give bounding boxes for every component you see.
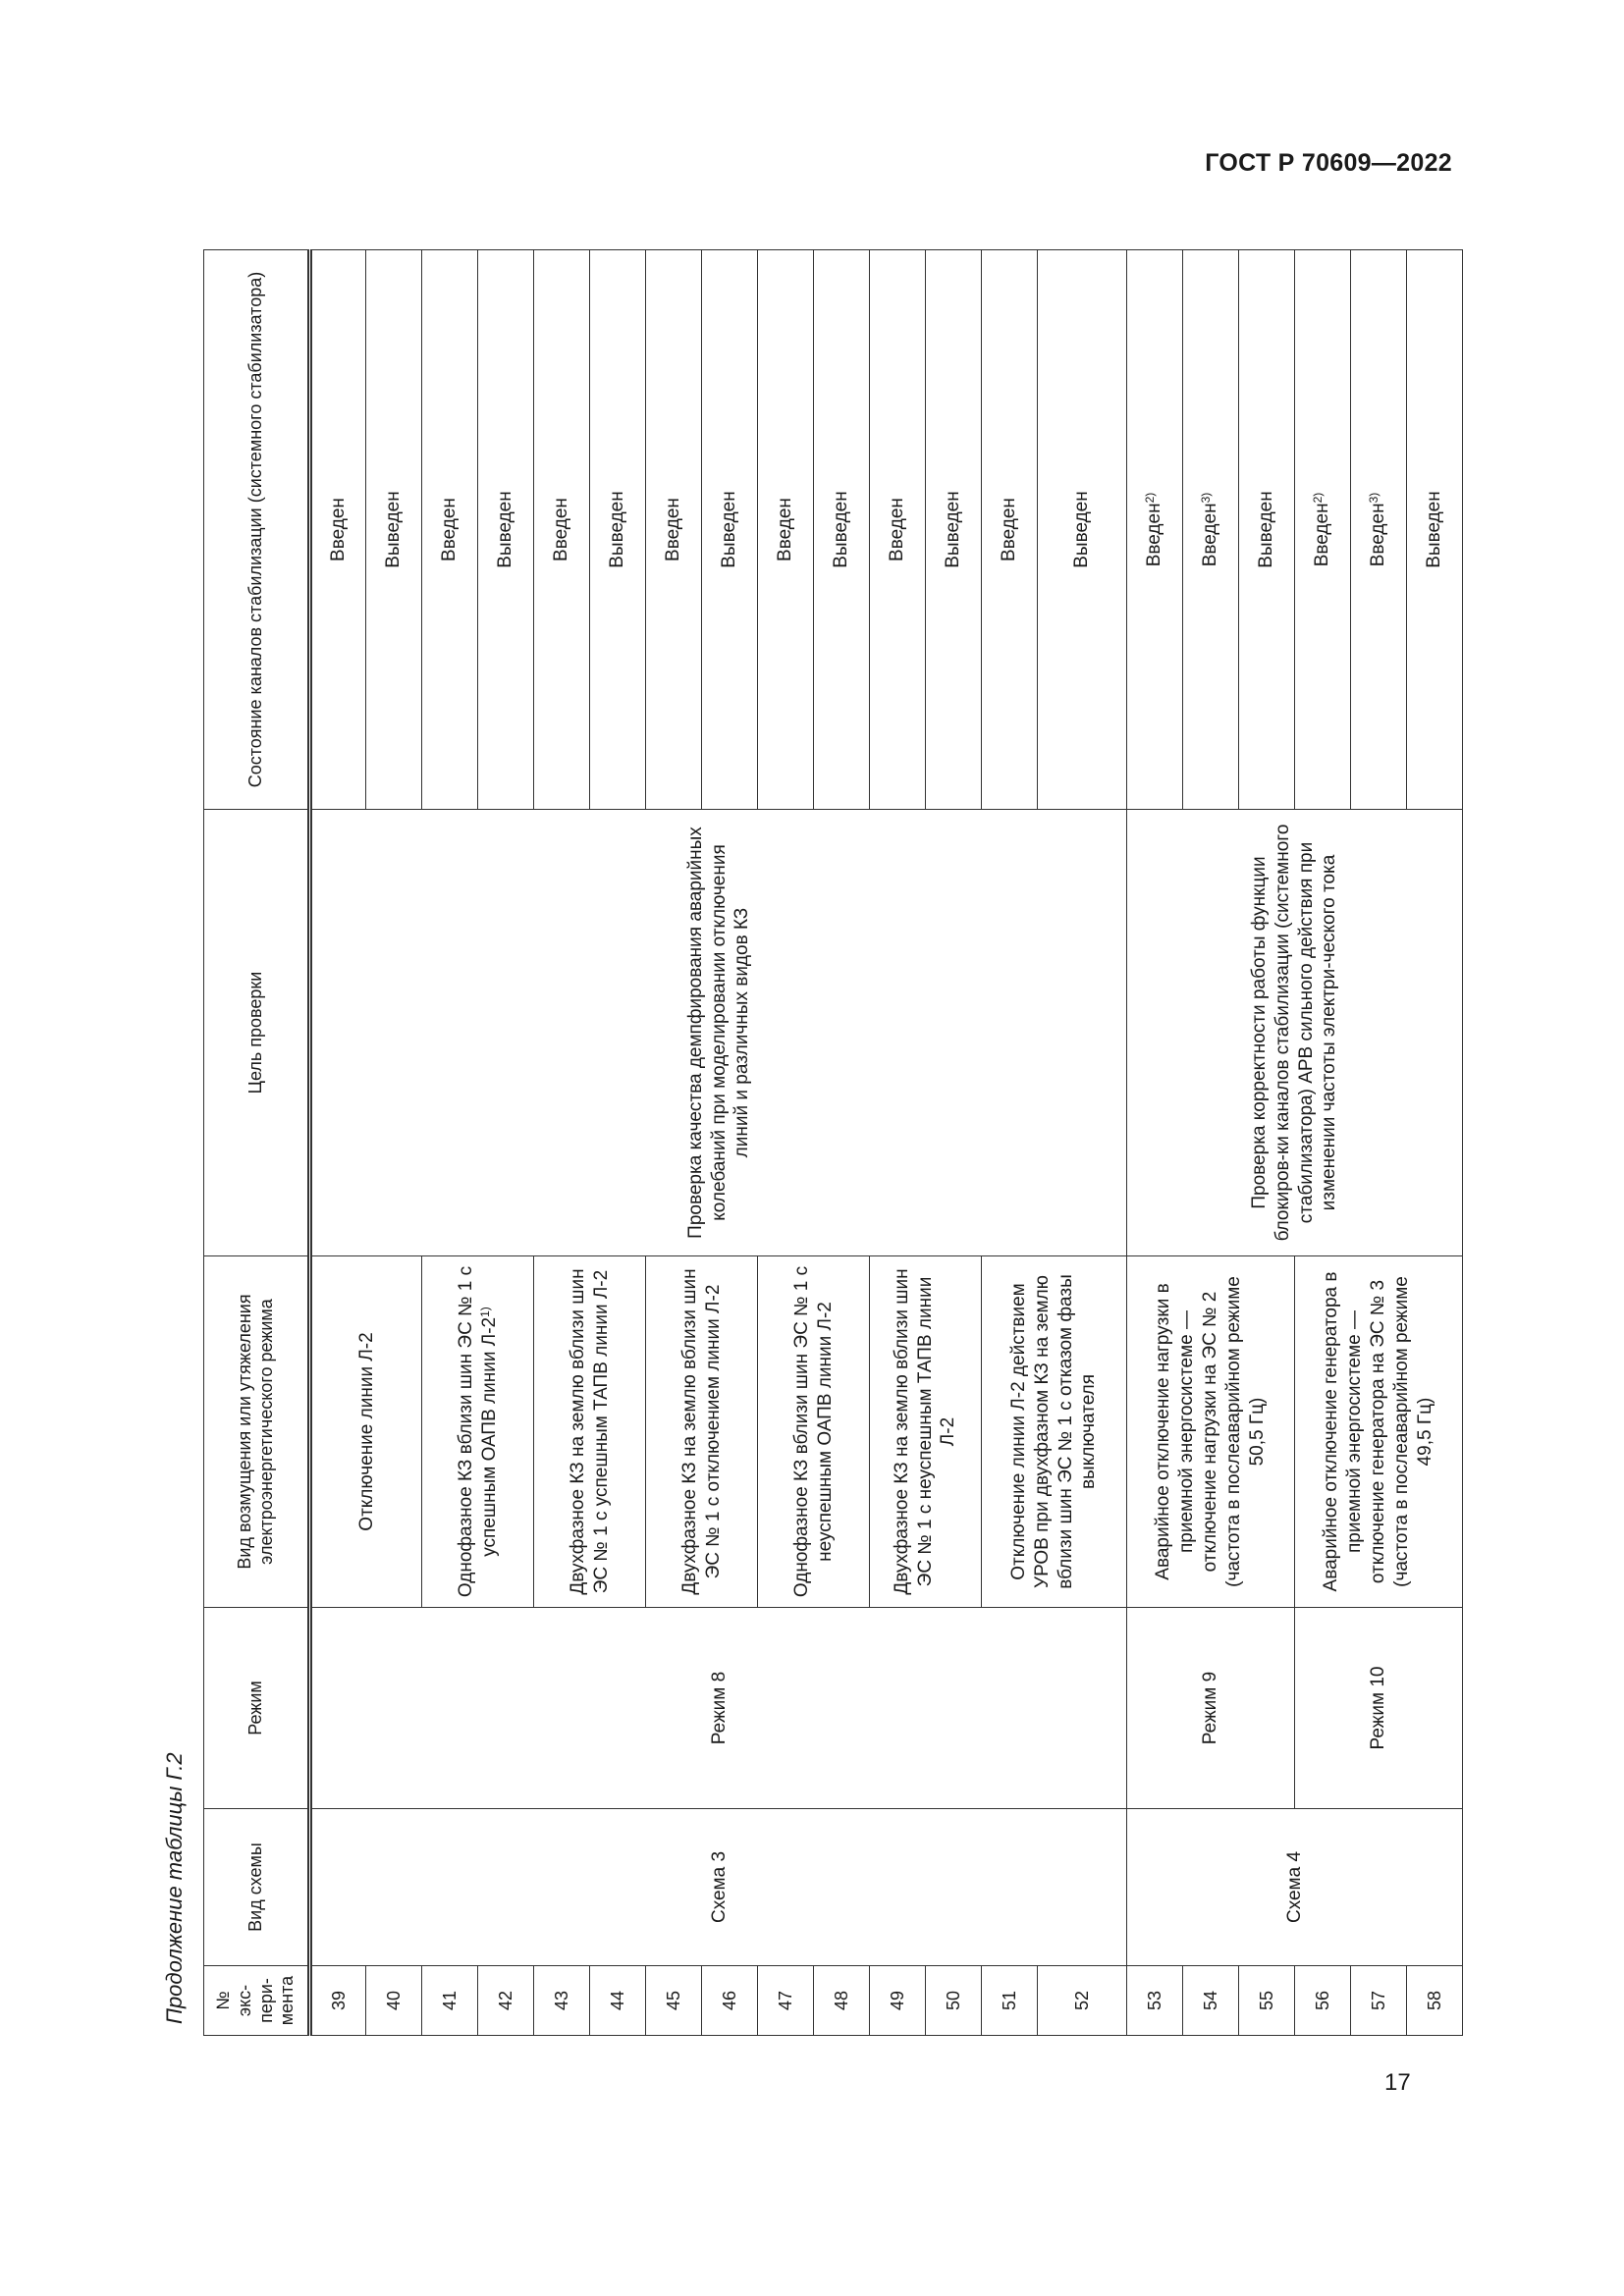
- goal-cell: Проверка корректности работы функции блокиров-ки каналов стабилизации (системного стабилизатора) АРВ сильного действия при изменении частоты электри-ческого тока: [1127, 810, 1463, 1256]
- state-cell: [1295, 250, 1351, 810]
- disturbance-text: Однофазное КЗ вблизи шин ЭС № 1 с успешным ОАПВ линии Л-2: [455, 1265, 500, 1598]
- exp-num: 56: [1295, 1966, 1351, 2036]
- state-text: Введен: [1200, 503, 1221, 567]
- goal-cell: Проверка качества демпфирования аварийных колебаний при моделировании отключения линий и различных видов КЗ: [310, 810, 1127, 1256]
- exp-num: 52: [1038, 1966, 1127, 2036]
- exp-num: 57: [1351, 1966, 1407, 2036]
- state-cell: Введен: [982, 250, 1038, 810]
- state-cell: [1183, 250, 1239, 810]
- mode-cell: Режим 9: [1127, 1608, 1295, 1809]
- exp-num: 53: [1127, 1966, 1183, 2036]
- table-row: [310, 250, 366, 2036]
- exp-num: 43: [534, 1966, 590, 2036]
- state-text: Введен: [1144, 503, 1165, 567]
- disturbance-cell: Аварийное отключение генератора в приемной энергосистеме — отключение генератора на ЭС № 3 (частота в послеаварийном режиме 49,5 Гц): [1295, 1256, 1463, 1608]
- state-cell: Введен: [310, 250, 366, 810]
- col-header-goal: Цель проверки: [204, 810, 310, 1256]
- page-number: 17: [1384, 2069, 1411, 2096]
- exp-num: 47: [758, 1966, 814, 2036]
- exp-num: 44: [590, 1966, 646, 2036]
- footnote-ref: 3): [1199, 492, 1214, 504]
- exp-num: 54: [1183, 1966, 1239, 2036]
- exp-num: 49: [870, 1966, 926, 2036]
- disturbance-cell: Двухфазное КЗ на землю вблизи шин ЭС № 1 с отключением линии Л-2: [646, 1256, 758, 1608]
- exp-num: 48: [814, 1966, 870, 2036]
- state-cell: Введен: [870, 250, 926, 810]
- disturbance-cell: Двухфазное КЗ на землю вблизи шин ЭС № 1 с неуспешным ТАПВ линии Л-2: [870, 1256, 982, 1608]
- col-header-num: № экс-пери-мента: [204, 1966, 310, 2036]
- state-cell: Выведен: [702, 250, 758, 810]
- footnote-ref: 2): [1311, 492, 1326, 504]
- col-header-state: Состояние каналов стабилизации (системного стабилизатора): [204, 250, 310, 810]
- disturbance-cell: Отключение линии Л-2: [310, 1256, 422, 1608]
- col-header-scheme: Вид схемы: [204, 1809, 310, 1966]
- state-cell: Выведен: [590, 250, 646, 810]
- footnote-ref: 2): [1143, 492, 1158, 504]
- exp-num: 55: [1239, 1966, 1295, 2036]
- disturbance-cell: Двухфазное КЗ на землю вблизи шин ЭС № 1 с успешным ТАПВ линии Л-2: [534, 1256, 646, 1608]
- state-cell: Выведен: [366, 250, 422, 810]
- footnote-ref: 3): [1367, 492, 1381, 504]
- rotated-table-block: [158, 250, 1444, 2036]
- exp-num: 41: [422, 1966, 478, 2036]
- document-header: ГОСТ Р 70609—2022: [1205, 149, 1452, 177]
- state-cell: Выведен: [1239, 250, 1295, 810]
- state-cell: Выведен: [478, 250, 534, 810]
- table-caption: Продолжение таблицы Г.2: [162, 1752, 187, 2024]
- exp-num: 39: [310, 1966, 366, 2036]
- disturbance-cell: Отключение линии Л-2 действием УРОВ при двухфазном КЗ на землю вблизи шин ЭС № 1 с отказом фазы выключателя: [982, 1256, 1127, 1608]
- state-cell: Выведен: [1407, 250, 1463, 810]
- experiments-table: [203, 249, 1463, 2036]
- state-cell: Выведен: [814, 250, 870, 810]
- table-row: [1127, 250, 1183, 2036]
- col-header-mode: Режим: [204, 1608, 310, 1809]
- footnote-ref: 1): [477, 1307, 492, 1317]
- state-text: Введен: [1368, 503, 1389, 567]
- exp-num: 51: [982, 1966, 1038, 2036]
- disturbance-cell: Аварийное отключение нагрузки в приемной энергосистеме — отключение нагрузки на ЭС № 2 (частота в послеаварийном режиме 50,5 Гц): [1127, 1256, 1295, 1608]
- table-header-row: [204, 250, 310, 2036]
- state-cell: Введен: [534, 250, 590, 810]
- exp-num: 46: [702, 1966, 758, 2036]
- scheme-cell: Схема 4: [1127, 1809, 1463, 1966]
- exp-num: 42: [478, 1966, 534, 2036]
- col-header-disturbance: Вид возмущения или утяжеления электроэнергетического режима: [204, 1256, 310, 1608]
- state-cell: [1351, 250, 1407, 810]
- exp-num: 50: [926, 1966, 982, 2036]
- state-cell: Введен: [422, 250, 478, 810]
- disturbance-cell: [422, 1256, 534, 1608]
- state-cell: Введен: [758, 250, 814, 810]
- exp-num: 40: [366, 1966, 422, 2036]
- scheme-cell: Схема 3: [310, 1809, 1127, 1966]
- disturbance-cell: Однофазное КЗ вблизи шин ЭС № 1 с неуспешным ОАПВ линии Л-2: [758, 1256, 870, 1608]
- mode-cell: Режим 10: [1295, 1608, 1463, 1809]
- exp-num: 58: [1407, 1966, 1463, 2036]
- state-cell: Введен: [646, 250, 702, 810]
- state-text: Введен: [1312, 503, 1333, 567]
- state-cell: [1127, 250, 1183, 810]
- state-cell: Выведен: [926, 250, 982, 810]
- mode-cell: Режим 8: [310, 1608, 1127, 1809]
- exp-num: 45: [646, 1966, 702, 2036]
- state-cell: Выведен: [1038, 250, 1127, 810]
